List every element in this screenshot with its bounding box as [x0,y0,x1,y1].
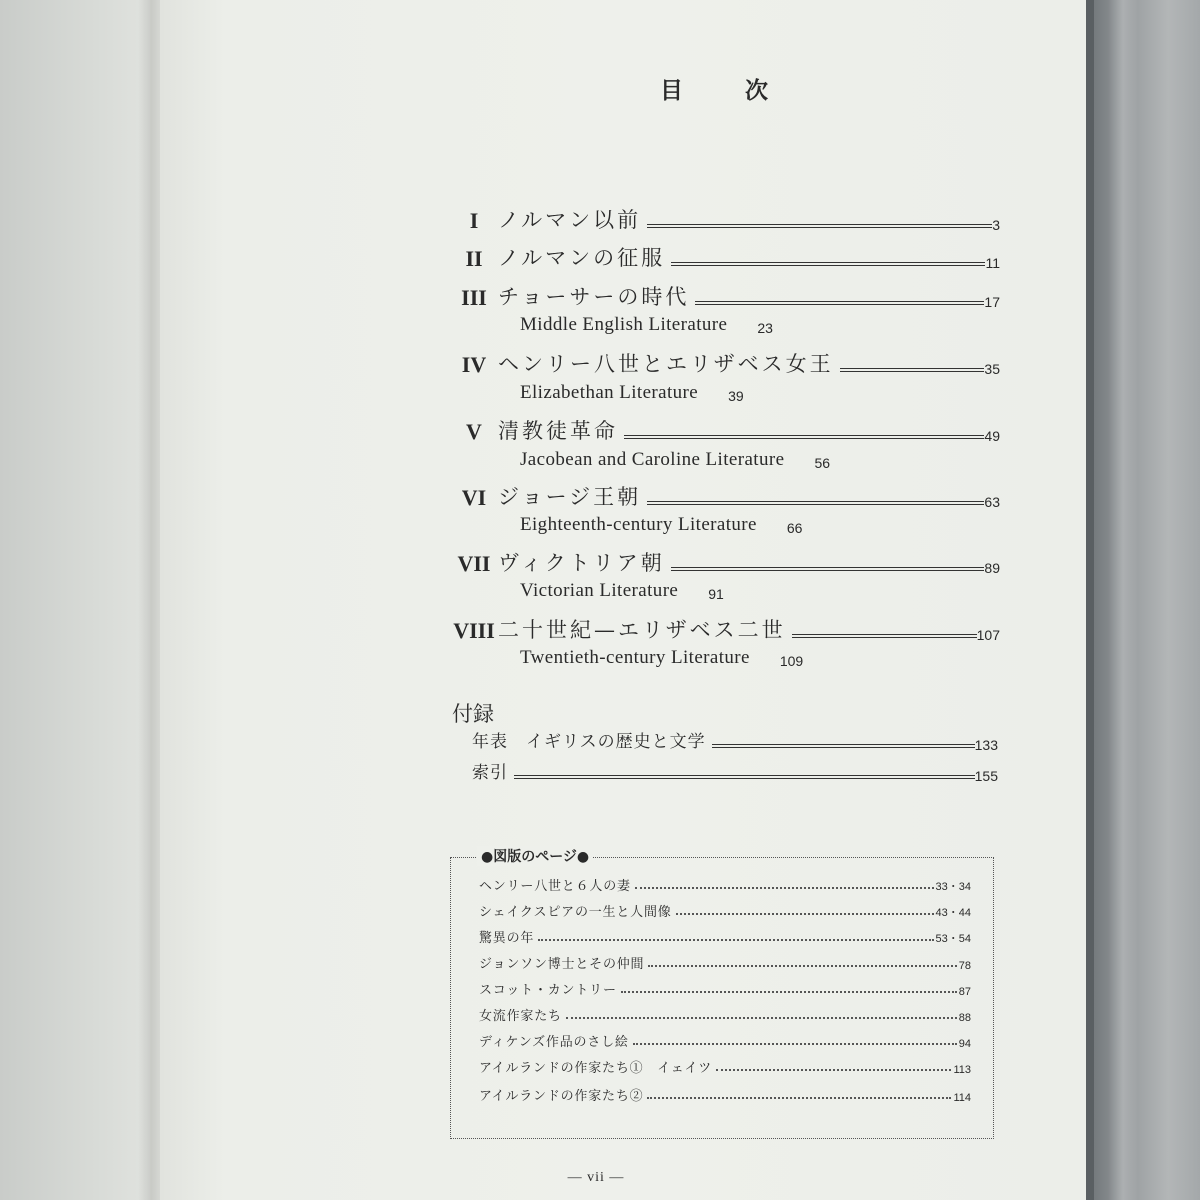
leader-line [792,634,977,638]
plate-item[interactable] [479,924,971,946]
chapter-title: ヘンリー八世とエリザベス女王 [498,352,834,376]
plate-item[interactable] [479,950,971,972]
plate-label: 女流作家たち [479,1009,562,1024]
toc-chapter-2[interactable] [450,236,1000,270]
chapter-number: V [466,419,482,444]
subsection-page: 39 [728,388,744,404]
dot-leader [538,939,933,941]
toc-subsection-8[interactable] [520,645,803,669]
dot-leader [676,913,934,915]
toc-subsection-3[interactable] [520,312,773,336]
leader-line [514,775,975,779]
appendix-heading: 付録 [452,702,494,726]
chapter-title: ノルマン以前 [498,208,642,232]
plate-item[interactable] [479,1002,971,1024]
subsection-page: 109 [779,653,804,669]
toc-chapter-7[interactable] [450,541,1000,575]
chapter-number: VI [461,485,487,510]
plate-label: アイルランドの作家たち① イェイツ [479,1061,713,1076]
toc-chapter-8[interactable] [450,608,1000,642]
toc-chapter-4[interactable] [450,342,1000,376]
plate-label: ジョンソン博士とその仲間 [479,957,645,972]
plate-item[interactable] [479,1028,971,1050]
plate-page: 53・54 [935,933,971,945]
plate-page: 78 [958,960,971,972]
dot-leader [621,991,957,993]
subsection-page: 56 [814,455,831,471]
appendix-label: 索引 [472,763,508,783]
page-folio: — vii — [567,1170,625,1185]
toc-subsection-6[interactable] [520,512,802,536]
plate-label: アイルランドの作家たち② [479,1089,644,1104]
subsection-title: Twentieth-century Literature [520,647,750,668]
toc-subsection-7[interactable] [520,578,724,602]
chapter-page: 107 [976,627,1000,643]
chapter-title: ヴィクトリア朝 [498,551,665,575]
chapter-page: 3 [992,217,1000,233]
toc-subsection-5[interactable] [520,447,830,471]
subsection-page: 66 [786,520,803,536]
chapter-title: ノルマンの征服 [498,246,666,270]
chapter-title: 二十世紀—エリザベス二世 [498,618,786,642]
toc-subsection-4[interactable] [520,380,744,404]
plates-heading: ●図版のページ● [477,846,593,866]
chapter-page: 89 [984,560,1000,576]
leader-line [647,501,984,505]
leader-line [695,301,984,305]
toc-chapter-6[interactable] [450,475,1000,509]
plates-box [450,849,994,1139]
appendix-label: 年表 イギリスの歴史と文学 [472,732,706,752]
plate-label: ヘンリー八世と６人の妻 [479,879,631,894]
subsection-title: Jacobean and Caroline Literature [520,449,785,470]
subsection-title: Elizabethan Literature [520,382,699,403]
plate-item[interactable] [479,976,971,998]
subsection-title: Victorian Literature [520,580,679,601]
dot-leader [566,1017,957,1019]
subsection-page: 23 [757,320,773,336]
dot-leader [716,1069,951,1071]
chapter-number: II [465,246,483,271]
dot-leader [648,965,956,967]
leader-line [647,224,992,228]
page-edge [1086,0,1094,1200]
subsection-page: 91 [708,586,724,602]
chapter-page: 11 [985,255,1000,271]
dot-leader [633,1043,957,1045]
chapter-number: IV [461,352,487,377]
chapter-title: ジョージ王朝 [498,485,642,509]
chapter-title: 清教徒革命 [498,419,618,443]
appendix-item-index[interactable] [472,757,998,783]
facing-page-margin [0,0,160,1200]
appendix-page: 133 [974,737,998,753]
plate-item[interactable] [479,872,971,894]
chapter-page: 35 [984,361,1000,377]
chapter-number: VII [457,551,491,576]
cover-sheen [1108,0,1138,1200]
leader-line [840,368,985,372]
chapter-number: III [461,285,487,310]
subsection-title: Middle English Literature [520,314,728,335]
plate-page: 43・44 [935,907,971,919]
leader-line [671,567,985,571]
plate-item[interactable] [479,1054,971,1076]
appendix-page: 155 [974,768,998,784]
dot-leader [635,887,934,889]
spine-shadow [138,0,160,1200]
plate-page: 113 [953,1064,971,1076]
chapter-number: I [469,208,479,233]
plate-label: シェイクスピアの一生と人間像 [479,905,672,920]
chapter-page: 49 [984,428,1000,444]
toc-chapter-1[interactable] [450,198,1000,232]
plate-label: 驚異の年 [479,931,535,946]
plate-page: 33・34 [935,881,971,893]
chapter-page: 17 [984,294,1000,310]
plate-item[interactable] [479,1082,971,1104]
page-title: 目次 [660,78,830,104]
chapter-title: チョーサーの時代 [498,285,690,309]
leader-line [671,262,985,266]
plate-page: 94 [958,1038,971,1050]
toc-chapter-5[interactable] [450,409,1000,443]
appendix-item-chronology[interactable] [472,726,998,752]
leader-line [712,744,975,748]
dot-leader [647,1097,951,1099]
plate-item[interactable] [479,898,971,920]
chapter-number: VIII [453,618,495,643]
toc-chapter-3[interactable] [450,275,1000,309]
subsection-title: Eighteenth-century Literature [520,514,757,535]
leader-line [624,435,984,439]
plate-label: ディケンズ作品のさし絵 [479,1035,629,1050]
plate-page: 87 [958,986,971,998]
chapter-page: 63 [984,494,1000,510]
plate-page: 88 [958,1012,971,1024]
plate-page: 114 [953,1092,971,1104]
plate-label: スコット・カントリー [479,983,617,998]
